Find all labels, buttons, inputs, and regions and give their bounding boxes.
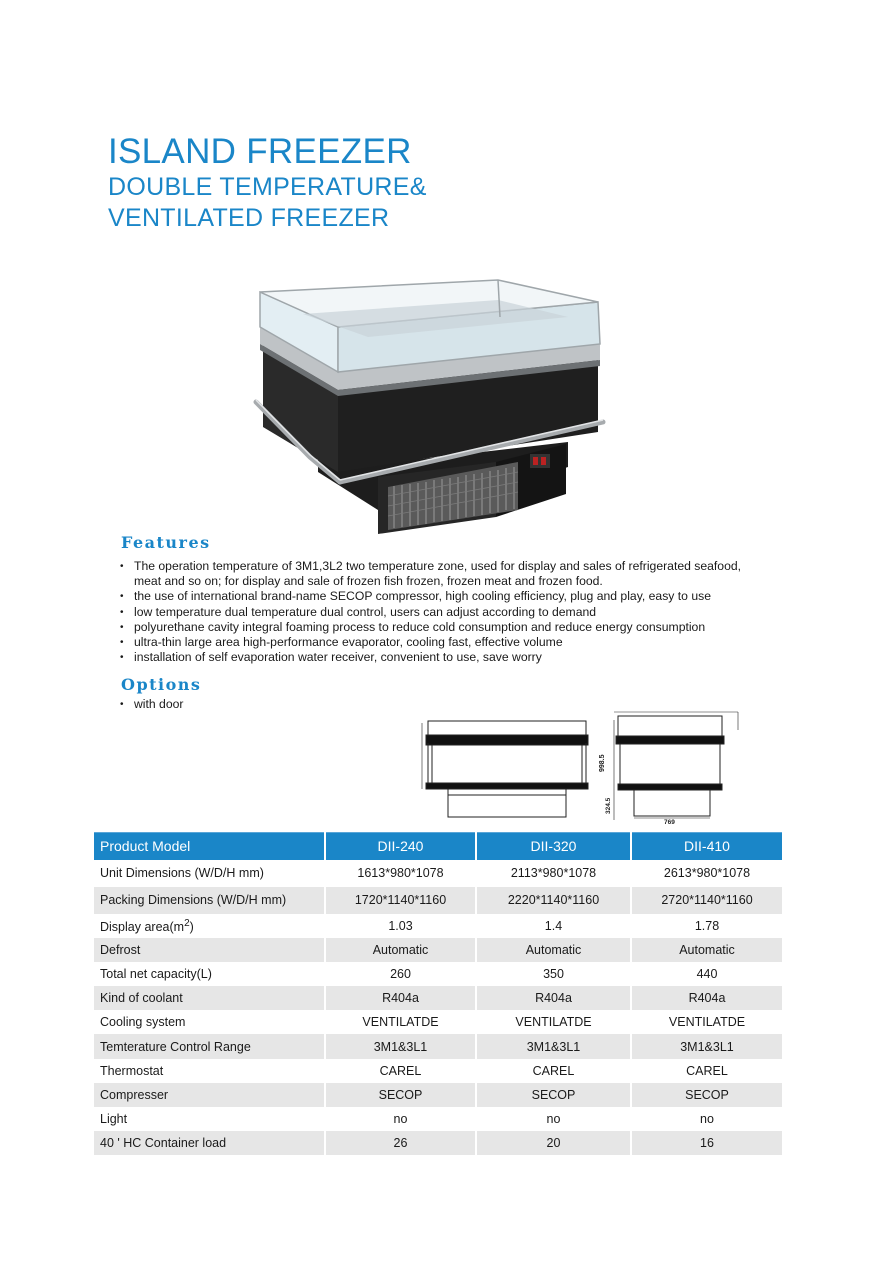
row-label: Display $area(m^2)$ bbox=[94, 914, 325, 938]
depth-dimension-label: 769 bbox=[664, 819, 675, 826]
feature-item: • polyurethane cavity integral foaming process to reduce cold consumption and reduce energy consumption bbox=[120, 620, 760, 635]
table-row bbox=[94, 1083, 782, 1107]
row-value: R404a bbox=[631, 986, 782, 1010]
row-value: 2613*980*1078 bbox=[663, 866, 751, 880]
row-value: VENTILATDE bbox=[668, 1015, 746, 1030]
row-value: Automatic bbox=[325, 938, 476, 962]
row-value: 20 bbox=[476, 1131, 631, 1155]
page-title: ISLAND FREEZER bbox=[108, 132, 412, 171]
table-row bbox=[94, 986, 782, 1010]
row-label: Total net capacity(L) bbox=[94, 962, 325, 986]
row-value: SECOP bbox=[631, 1083, 782, 1107]
row-value: no bbox=[325, 1107, 476, 1131]
page-subtitle-line1: DOUBLE TEMPERATURE& bbox=[108, 173, 427, 201]
table-row bbox=[94, 938, 782, 962]
row-value: 3M1&3L1 bbox=[476, 1034, 631, 1058]
table-row bbox=[94, 962, 782, 986]
row-value: no bbox=[700, 1112, 714, 1127]
header-model-3: DII-410 bbox=[631, 833, 782, 860]
feature-item: • The operation temperature of 3M1,3L2 two temperature zone, used for display and sales of refrigerated seafood, meat and so on; for display and sale of frozen fish frozen, frozen meat and frozen food. bbox=[120, 559, 760, 589]
table-row bbox=[94, 914, 782, 938]
feature-list bbox=[120, 559, 760, 665]
product-photo bbox=[248, 272, 608, 540]
height-dimension-label: 998.5 bbox=[599, 754, 606, 772]
feature-item: • the use of international brand-name SECOP compressor, high cooling efficiency, plug and play, easy to use bbox=[120, 589, 760, 604]
header-model-2: DII-320 bbox=[476, 833, 631, 860]
row-value: no bbox=[476, 1107, 631, 1131]
row-value: R404a bbox=[325, 986, 476, 1010]
base-dimension-label: 324.5 bbox=[605, 797, 612, 814]
row-value: 1720*1140*1160 bbox=[325, 887, 476, 914]
row-value: VENTILATDE bbox=[325, 1010, 476, 1034]
row-value: 1613*980*1078 bbox=[325, 860, 476, 887]
row-label: Defrost bbox=[94, 938, 325, 962]
table-row bbox=[94, 1107, 782, 1131]
row-value: SECOP bbox=[476, 1083, 631, 1107]
options-heading: Options bbox=[121, 675, 202, 694]
row-value: 2113*980*1078 bbox=[476, 860, 631, 887]
row-value: 1.03 bbox=[325, 914, 476, 938]
feature-item: • ultra-thin large area high-performance evaporator, cooling fast, effective volume bbox=[120, 635, 760, 650]
table-row bbox=[94, 1010, 782, 1034]
spec-table bbox=[94, 832, 782, 1155]
row-label: Cooling system bbox=[94, 1010, 325, 1034]
table-row bbox=[94, 1131, 782, 1155]
row-label: Thermostat bbox=[94, 1059, 325, 1083]
title-block bbox=[108, 132, 427, 234]
side-view-drawing bbox=[600, 710, 742, 825]
row-value: 3M1&3L1 bbox=[631, 1034, 782, 1058]
row-value: CAREL bbox=[476, 1059, 631, 1083]
row-label: Unit Dimensions (W/D/H mm) bbox=[94, 860, 325, 887]
row-label: Temterature Control Range bbox=[94, 1034, 325, 1058]
option-item: • with door bbox=[120, 697, 183, 712]
row-label: Compresser bbox=[94, 1083, 325, 1107]
table-row bbox=[94, 1034, 782, 1058]
feature-item: • installation of self evaporation water receiver, convenient to use, save worry bbox=[120, 650, 760, 665]
row-value: 1.4 bbox=[476, 914, 631, 938]
row-value: 2220*1140*1160 bbox=[476, 887, 631, 914]
spec-header-row bbox=[94, 833, 782, 860]
row-value: 440 bbox=[696, 966, 718, 981]
row-value: SECOP bbox=[325, 1083, 476, 1107]
row-value: VENTILATDE bbox=[476, 1010, 631, 1034]
option-list bbox=[120, 697, 183, 712]
page-subtitle-line2: VENTILATED FREEZER bbox=[108, 204, 390, 232]
header-model-1: DII-240 bbox=[325, 833, 476, 860]
row-value: 16 bbox=[631, 1131, 782, 1155]
table-row bbox=[94, 860, 782, 887]
row-value: CAREL bbox=[686, 1063, 728, 1078]
row-value: 3M1&3L1 bbox=[325, 1034, 476, 1058]
row-value: 350 bbox=[476, 962, 631, 986]
front-view-drawing bbox=[420, 715, 595, 825]
row-value: CAREL bbox=[325, 1059, 476, 1083]
table-row bbox=[94, 1059, 782, 1083]
row-label: Light bbox=[94, 1107, 325, 1131]
row-label: 40 ' HC Container load bbox=[94, 1131, 325, 1155]
feature-item: • low temperature dual temperature dual control, users can adjust according to demand bbox=[120, 605, 760, 620]
table-row bbox=[94, 887, 782, 914]
row-label: Kind of coolant bbox=[94, 986, 325, 1010]
row-value: 1.78 bbox=[694, 918, 720, 933]
row-label: Packing Dimensions (W/D/H mm) bbox=[94, 887, 325, 914]
row-value: R404a bbox=[476, 986, 631, 1010]
row-value: Automatic bbox=[631, 938, 782, 962]
features-heading: Features bbox=[121, 533, 211, 552]
row-value: 260 bbox=[325, 962, 476, 986]
header-product-model: Product Model bbox=[94, 833, 325, 860]
row-value: 26 bbox=[325, 1131, 476, 1155]
row-value: Automatic bbox=[476, 938, 631, 962]
row-value: 2720*1140*1160 bbox=[631, 887, 782, 914]
